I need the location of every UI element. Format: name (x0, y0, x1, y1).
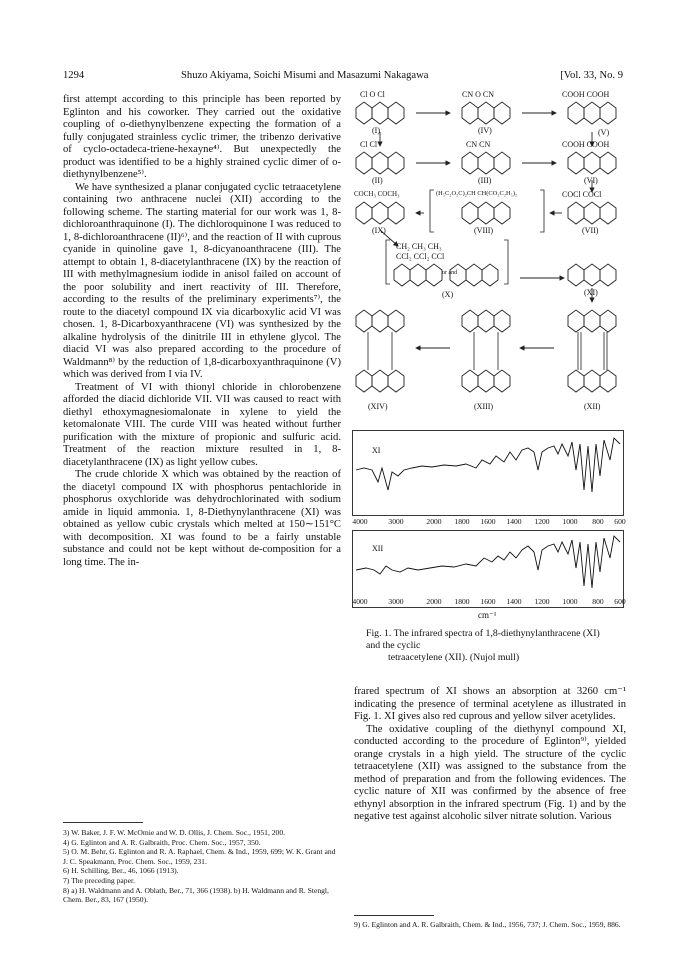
substituent-text: COCH₃ COCH₃ (354, 190, 400, 198)
tick-label: 1400 (506, 517, 522, 526)
tick-label: 2000 (426, 517, 442, 526)
tick-label: 600 (614, 597, 626, 606)
spectrum-label: XII (372, 544, 384, 553)
compound-label: (VII) (582, 226, 599, 235)
footnote: 9) G. Eglinton and A. R. Galbraith, Chem. & Ind., 1956, 737; J. Chem. Soc., 1959, 886. (354, 920, 621, 929)
compound-label: (XI) (584, 288, 598, 297)
volume-info: [Vol. 33, No. 9 (560, 70, 623, 81)
tick-label: 1200 (534, 517, 550, 526)
ir-spectrum-xi (352, 430, 624, 522)
compound-label: (III) (478, 176, 492, 185)
compound-label: (VI) (584, 176, 598, 185)
axis-unit: cm⁻¹ (478, 610, 497, 620)
substituent-text: (H₅C₂O₂C)₂CH CH(CO₂C₂H₅)₂ (436, 190, 518, 197)
paragraph: The crude chloride X which was obtained by the reaction of the diacetyl compound IX with phosphorus pentachloride in phosphorus oxychloride was dehydrochlorinated with sodium amide in liquid ammonia. 1, 8-Diethynylanthracene (XI) was obtained as yellow cubic crystals which melted at 150∼151°C with decomposition. XI was found to be a fairly unstable substance and could not be kept without de-composition for a long time. The in- (63, 469, 341, 568)
tick-label: 1800 (454, 597, 470, 606)
substituent-text: CN O CN (462, 90, 495, 99)
left-column (63, 94, 341, 569)
tick-label: 600 (614, 517, 626, 526)
tick-label: 800 (592, 517, 604, 526)
page-number: 1294 (63, 70, 85, 81)
caption-line: Fig. 1. The infrared spectra of 1,8-diethynylanthracene (XI) and the cyclic (366, 628, 600, 651)
substituent-text: COOH COOH (562, 90, 610, 99)
right-column (354, 686, 626, 824)
substituent-text: Cl Cl (360, 140, 378, 149)
compound-label: (IV) (478, 126, 492, 135)
tick-label: 1600 (480, 597, 496, 606)
footnote: 6) H. Schilling, Ber., 46, 1066 (1913). (63, 866, 179, 876)
running-header (63, 70, 623, 84)
footnote: 7) The preceding paper. (63, 875, 135, 885)
tick-label: 1600 (480, 517, 496, 526)
right-footnotes (354, 920, 626, 930)
compound-label: (II) (372, 176, 383, 185)
substituent-text: CH₂ CH₃ CH₃ (396, 242, 442, 251)
compound-label: (VIII) (474, 226, 494, 235)
paragraph: Treatment of VI with thionyl chloride in chlorobenzene afforded the diacid dichloride VII. VII was caused to react with diethyl ethoxymagnesiomalonate in xylene to yield the ketomalonate VIII. The curde VIII was heated without further purification with the mixture of propionic and sulfuric acid. Treatment of the reaction mixture resulted in 1, 8-diacetylanthracene (IX) as light yellow cubes. (63, 381, 341, 468)
substituent-text: CN CN (466, 140, 491, 149)
paragraph: The oxidative coupling of the diethynyl compound XI, conducted according to the procedure of Eglinton⁹⁾, yielded orange crystals in a high yield. The structure of the cyclic tetraacetylene (XII) was assigned to the substance from the method of preparation and from the following evidences. The cyclic nature of XII was confirmed by the absence of free ethynyl absorption in the infrared spectrum (Fig. 1) and by the negative test against alcoholic silver nitrate solution. Various (354, 723, 626, 822)
compound-label: (XIV) (368, 402, 388, 411)
tick-label: 2000 (426, 597, 442, 606)
tick-label: 1000 (562, 517, 578, 526)
tick-label: 1200 (534, 597, 550, 606)
footnote: 4) G. Eglinton and A. R. Galbraith, Proc. Chem. Soc., 1957, 350. (63, 837, 261, 847)
footnote: 5) O. M. Behr, G. Eglinton and R. A. Raphael, Chem. & Ind., 1959, 699; W. K. Grant and J. C. Speakmann, Proc. Chem. Soc., 1959, 231. (63, 847, 336, 866)
substituent-text: COOH COOH (562, 140, 610, 149)
tick-label: 3000 (388, 597, 404, 606)
substituent-text: or and (442, 270, 458, 276)
tick-label: 800 (592, 597, 604, 606)
footnote: 8) a) H. Waldmann and A. Oblath, Ber., 71, 366 (1938). b) H. Waldmann and R. Stengl, Chem. Ber., 83, 167 (1950). (63, 885, 329, 905)
substituent-text: Cl O Cl (360, 90, 385, 99)
tick-label: 4000 (352, 517, 368, 526)
left-footnotes (63, 828, 341, 905)
tick-label: 1000 (562, 597, 578, 606)
caption-line: tetraacetylene (XII). (Nujol mull) (388, 651, 520, 663)
paragraph: frared spectrum of XI shows an absorption at 3260 cm⁻¹ indicating the presence of terminal acetylene as illustrated in Fig. 1. XI gives also red cuprous and yellow silver acetylides. (354, 686, 626, 722)
substituent-text: CCl₂ CCl₂ CCl (396, 252, 445, 261)
compound-label: (XIII) (474, 402, 494, 411)
tick-label: 3000 (388, 517, 404, 526)
compound-label: (V) (598, 128, 610, 137)
footnote-rule (63, 822, 143, 823)
tick-label: 1400 (506, 597, 522, 606)
compound-label: (IX) (372, 226, 386, 235)
tick-label: 1800 (454, 517, 470, 526)
compound-label: (X) (442, 290, 454, 299)
figure-caption (366, 628, 616, 663)
footnote: 3) W. Baker, J. F. W. McOmie and W. D. Ollis, J. Chem. Soc., 1951, 200. (63, 828, 286, 837)
scheme-drawing (354, 88, 626, 424)
substituent-text: COCl COCl (562, 190, 602, 199)
paragraph: first attempt according to this principle has been reported by Eglinton and his coworker. They carried out the oxidative coupling of o-diethynylbenzene expecting the formation of a fully conjugated strainless cyclic trimer, the tribenzo derivative of cyclo-octadeca-triene-hexayne⁴⁾. But unexpectedly the product was identified to be a highly strained cyclic dimer of o-diethynylbenzene⁵⁾. (63, 94, 341, 180)
spectrum-label: XI (372, 446, 381, 455)
authors: Shuzo Akiyama, Soichi Misumi and Masazumi Nakagawa (181, 70, 429, 81)
paragraph: We have synthesized a planar conjugated cyclic tetraacetylene containing two anthracene nuclei (XII) according to the following scheme. The starting material for our work was 1, 8-dichloroanthraquinone (I). The dichloroquinone I was reduced to 1, 8-dichloroanthracene (II)⁶⁾, and the reaction of II with cuprous cyanide in quinoline gave 1, 8-dicyanoanthracene (III). The attempt to obtain 1, 8-diacetylanthracene (IX) by the reaction of III with methylmagnesium iodide in anisol failed on account of the poor solubility and inert reactivity of III. Therefore, according to the results of the preliminary experiments⁷⁾, the route to the diacetyl compound IX via dicarboxylic acid VI was chosen. 1, 8-Dicarboxyanthracene (VI) was synthesized by the alkaline hydrolysis of the dinitrile III in ethylene glycol. The diacid VI was also prepared according to the procedure of Waldmann⁸⁾ by the reduction of 1,8-dicarboxyanthraquinone (V) which was derived from I via IV. (63, 181, 341, 380)
x-axis-ticks (352, 597, 632, 609)
compound-label: (I) (372, 126, 380, 135)
tick-label: 4000 (352, 597, 368, 606)
reaction-scheme (354, 88, 626, 424)
compound-label: (XII) (584, 402, 601, 411)
footnote-rule (354, 915, 434, 916)
spectrum-plot-xi (352, 430, 624, 516)
